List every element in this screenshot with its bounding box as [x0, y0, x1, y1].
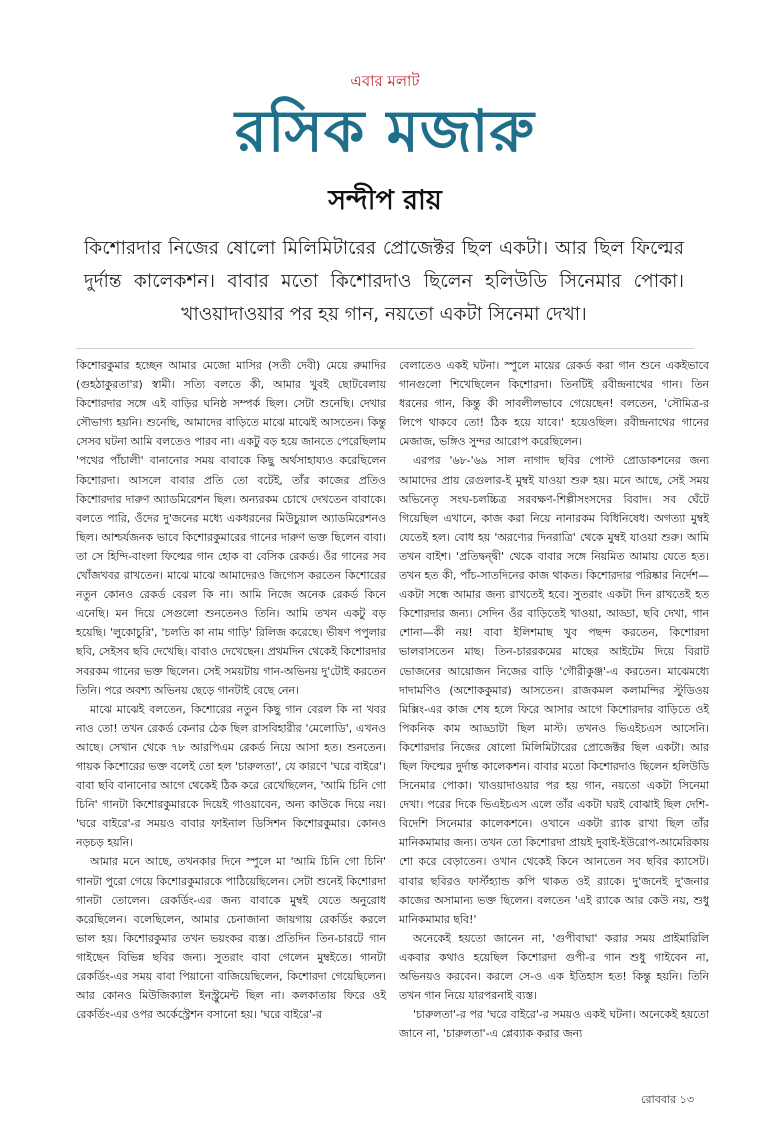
divider [76, 348, 694, 349]
author-byline: সন্দীপ রায় [328, 185, 442, 216]
paragraph: অনেকেই হয়তো জানেন না, 'গুপীবাঘা' করার সময় প্রাইমারিলি একবার কথাও হয়েছিল কিশোরদা গুপী-র গান শুধু গাইবেন না, অভিনয়ও করবেন। করলে সে-ও এক ইতিহাস হত! কিন্তু হয়নি। তিনি তখন গান নিয়ে যারপরনাই ব্যস্ত। [399, 931, 709, 1003]
paragraph: কিশোরকুমার হচ্ছেন আমার মেজো মাসির (সতী দেবী) মেয়ে রুমাদির (গুহঠাকুরতা'র) স্বামী। সত্যি বলতে কী, আমার খুবই ছোটবেলায় কিশোরদার সঙ্গে এই বাড়ির ঘনিষ্ঠ সম্পর্ক ছিল। সেটা শুনেছি। দেখার সৌভাগ্য হয়নি। শুনেছি, আমাদের বাড়িতে মাঝে মাঝেই আসতেন। কিন্তু সেসব ঘটনা আমি বলতেও পারব না। একটু বড় হয়ে জানতে পেরেছিলাম 'পথের পাঁচালী' বানানোর সময় বাবাকে কিছু অর্থসাহায্যও করেছিলেন কিশোরদা। আসলে বাবার প্রতি তো বটেই, তাঁর কাজের প্রতিও কিশোরদার দারুণ অ্যাডমিরেশন ছিল। অন্যরকম চোখে দেখতেন বাবাকে। বলতে পারি, ওঁদের দু'জনের মধ্যে একধরনের মিউচুয়াল অ্যাডমিরেশনও ছিল। আশ্চর্যজনক ভাবে কিশোরকুমারের গানের দারুণ ভক্ত ছিলেন বাবা। তা সে হিন্দি-বাংলা ফিল্মের গান হোক বা বেসিক রেকর্ড। ওঁর গানের সব খোঁজখবর রাখতেন। মাঝে মাঝে আমাদেরও জিগ্যেস করতেন কিশোরের নতুন কোনও রেকর্ড বেরল কি না। আমি নিজে অনেক রেকর্ড কিনে এনেছি। মন দিয়ে সেগুলো শুনতেনও তিনি। আমি তখন একটু বড় হয়েছি। 'লুকোচুরি', 'চলতি কা নাম গাড়ি' রিলিজ করেছে। ভীষণ পপুলার ছবি, সেইসব ছবি দেখেছি। বাবাও দেখেছেন। প্রথমদিন থেকেই কিশোরদার সবরকম গানের ভক্ত ছিলেন। সেই সময়টায় গান-অভিনয় দু'টোই করতেন তিনি। পরে অবশ্য অভিনয় ছেড়ে গানটাই বেছে নেন। [76, 359, 386, 697]
paragraph: মাঝে মাঝেই বলতেন, কিশোরের নতুন কিছু গান বেরল কি না খবর নাও তো! তখন রেকর্ড কেনার ঠেক ছিল রাসবিহারীর 'মেলোডি', এখনও আছে। সেখান থেকে ৭৮ আরপিএম রেকর্ড নিয়ে আসা হত। শুনতেন। গায়ক কিশোরের ভক্ত বলেই তো হল 'চারুলতা', যে কারণে 'ঘরে বাইরে'। বাবা ছবি বানানোর আগে থেকেই ঠিক করে রেখেছিলেন, 'আমি চিনি গো চিনি' গানটা কিশোরকুমারকে দিয়েই গাওয়াবেন, অন্য কাউকে দিয়ে নয়। 'ঘরে বাইরে'-র সময়ও বাবার ফাইনাল ডিসিশন কিশোরকুমার। কোনও নড়চড় হয়নি। [76, 702, 386, 850]
paragraph: এরপর '৬৮-'৬৯ সাল নাগাদ ছবির পোস্ট প্রোডাকশনের জন্য আমাদের প্রায় রেগুলার-ই মুম্বই যাওয়া শুরু হয়। মনে আছে, সেই সময় অভিনেতৃ সংঘ-চলচ্চিত্র সরবক্ষণ-শিল্পীসংসদের বিবাদ। সব ঘেঁটে গিয়েছিল এখানে, কাজ করা নিয়ে নানারকম বিধিনিষেধ। অগত্যা মুম্বই যেতেই হল। বোধ হয় 'অরণ্যের দিনরাত্রি' থেকে মুম্বই যাওয়া শুরু। আমি তখন বাইশ। 'প্রতিদ্বন্দ্বী' থেকে বাবার সঙ্গে নিয়মিত আমায় যেতে হত। তখন হত কী, পাঁচ-সাতদিনের কাজ থাকত। কিশোরদার পরিষ্কার নির্দেশ—একটা সন্ধে আমার জন্য রাখতেই হবে। সুতরাং একটা দিন রাখতেই হত কিশোরদার জন্য। সেদিন ওঁর বাড়িতেই খাওয়া, আড্ডা, ছবি দেখা, গান শোনা—কী নয়! বাবা ইলিশমাছ খুব পছন্দ করতেন, কিশোরদা ভালবাসতেন মাছ। তিন-চাররকমের মাছের আইটেম দিয়ে বিরাট ভোজনের আয়োজন নিজের বাড়ি 'গৌরীকুঞ্জ'-এ করতেন। মাঝেমধ্যে দাদামণিও (অশোককুমার) আসতেন। রাজকমল কলামন্দির স্টুডিওয় মিক্সিং-এর কাজ শেষ হলে ফিরে আসার আগে কিশোরদার বাড়িতে ওই পিকনিক কাম আড্ডাটা ছিল মাস্ট। তখনও ভিএইচএস আসেনি। কিশোরদার নিজের ষোলো মিলিমিটারের প্রোজেক্টর ছিল একটা। আর ছিল ফিল্মের দুর্দান্ত কালেকশন। বাবার মতো কিশোরদাও ছিলেন হলিউডি সিনেমার পোকা। খাওয়াদাওয়ার পর হয় গান, নয়তো একটা সিনেমা দেখা। পরের দিকে ভিএইচএস এলে তাঁর একটা ঘরই বোঝাই ছিল দেশি-বিদেশি সিনেমার কালেকশনে। ওখানে একটা র‍্যাক রাখা ছিল তাঁর মানিকমামার জন্য। তখন তো কিশোরদা প্রায়ই দুবাই-ইউরোপ-আমেরিকায় শো করে বেড়াতেন। ওখান থেকেই কিনে আনতেন সব ছবির ক্যাসেট। বাবার ছবিরও ফার্স্টহ্যান্ড কপি থাকত ওই র‍্যাকে। দু'জনেই দু'জনার কাজের অসামান্য ভক্ত ছিলেন। বলতেন 'এই র‍্যাকে আর কেউ নয়, শুধু মানিকমামার ছবি!' [399, 454, 709, 926]
standfirst-quote: কিশোরদার নিজের ষোলো মিলিমিটারের প্রোজেক্টর ছিল একটা। আর ছিল ফিল্মের দুর্দান্ত কালেকশন। বাবার মতো কিশোরদাও ছিলেন হলিউডি সিনেমার পোকা। খাওয়াদাওয়ার পর হয় গান, নয়তো একটা সিনেমা দেখা। [84, 238, 684, 325]
article-headline: রসিক মজারু [235, 97, 535, 165]
body-column-left [76, 356, 386, 1024]
paragraph: বেলাতেও একই ঘটনা। স্পুলে মায়ের রেকর্ড করা গান শুনে একইভাবে গানগুলো শিখেছিলেন কিশোরদা। তিনটিই রবীন্দ্রনাথের গান। তিন ধরনের গান, কিন্তু কী সাবলীলভাবে গেয়েছেন! বলতেন, 'সৌমিত্র-র লিপে থাকবে তো! ঠিক হয়ে যাবে।' হয়েওছিল। রবীন্দ্রনাথের গানের মেজাজ, ভঙ্গিও সুন্দর আরোপ করেছিলেন। [399, 359, 709, 449]
paragraph: 'চারুলতা'-র পর 'ঘরে বাইরে'-র সময়ও একই ঘটনা। অনেকেই হয়তো জানে না, 'চারুলতা'-এ প্লেব্যাক করার জন্য [399, 1008, 709, 1041]
section-kicker: এবার মলাট [350, 72, 420, 90]
page-footer: রোববার ১৩ [641, 1093, 694, 1106]
body-column-right [399, 356, 709, 1043]
paragraph: আমার মনে আছে, তখনকার দিনে স্পুলে মা 'আমি চিনি গো চিনি' গানটা পুরো গেয়ে কিশোরকুমারকে পাঠিয়েছিলেন। সেটা শুনেই কিশোরদা গানটা তোলেন। রেকর্ডিং-এর জন্য বাবাকে মুম্বই যেতে অনুরোধ করেছিলেন। বলেছিলেন, আমার চেনাজানা জায়গায় রেকর্ডিং করলে ভাল হয়। কিশোরকুমার তখন ভয়ংকর ব্যস্ত। প্রতিদিন তিন-চারটে গান গাইছেন বিভিন্ন ছবির জন্য। সুতরাং বাবা গেলেন মুম্বইতে। গানটা রেকর্ডিং-এর সময় বাবা পিয়ানো বাজিয়েছিলেন, কিশোরদা গেয়েছিলেন। আর কোনও মিউজিক্যাল ইনস্ট্রুমেন্ট ছিল না। কলকাতায় ফিরে ওই রেকর্ডিং-এর ওপর অর্কেস্ট্রেশন বসানো হয়। 'ঘরে বাইরে'-র [76, 855, 386, 1022]
